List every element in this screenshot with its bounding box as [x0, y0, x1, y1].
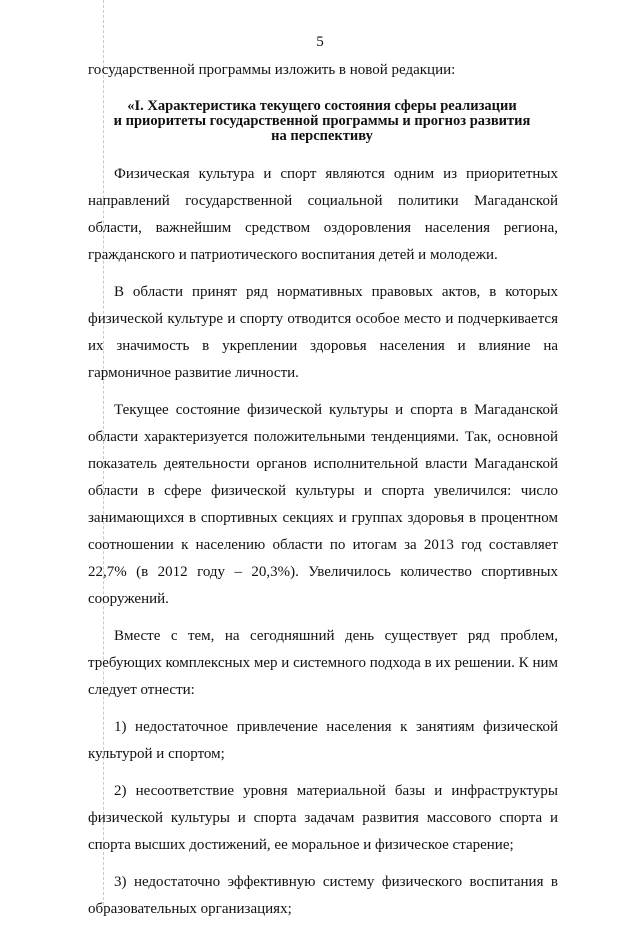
- heading-line-2: и приоритеты государственной программы и прогноз развития: [113, 113, 531, 129]
- heading-line-3: на перспективу: [271, 128, 373, 144]
- paragraph: В области принят ряд нормативных правовых актов, в которых физической культуре и спорту отводится особое место и подчеркивается их значимость в укреплении здоровья населения и влияние на гармоничное развитие личности.: [88, 284, 558, 381]
- section-heading: [88, 99, 556, 144]
- heading-line-1: «I. Характеристика текущего состояния сферы реализации: [127, 98, 517, 114]
- lead-line: государственной программы изложить в новой редакции:: [88, 62, 456, 78]
- paragraph: Текущее состояние физической культуры и спорта в Магаданской области характеризуется положительными тенденциями. Так, основной показатель деятельности органов исполнительной власти Магаданской области в сфере физической культуры и спорта увеличился: число занимающихся в спортивных секциях и группах здоровья в процентном соотношении к населению области по итогам за 2013 год составляет 22,7% (в 2012 году – 20,3%). Увеличилось количество спортивных сооружений.: [88, 402, 558, 607]
- page-number: 5: [316, 34, 324, 50]
- list-item: 2) несоответствие уровня материальной базы и инфраструктуры физической культуры и спорта задачам развития массового спорта и спорта высших достижений, ее моральное и физическое старение;: [88, 783, 558, 853]
- paragraph: Физическая культура и спорт являются одним из приоритетных направлений государственной социальной политики Магаданской области, важнейшим средством оздоровления населения региона, гражданского и патриотического воспитания детей и молодежи.: [88, 166, 558, 263]
- list-item: 1) недостаточное привлечение населения к занятиям физической культурой и спортом;: [88, 719, 558, 762]
- list-item: 3) недостаточно эффективную систему физического воспитания в образовательных организациях;: [88, 874, 558, 917]
- document-body: [88, 161, 558, 933]
- paragraph: Вместе с тем, на сегодняшний день существует ряд проблем, требующих комплексных мер и системного подхода в их решении. К ним следует отнести:: [88, 628, 558, 698]
